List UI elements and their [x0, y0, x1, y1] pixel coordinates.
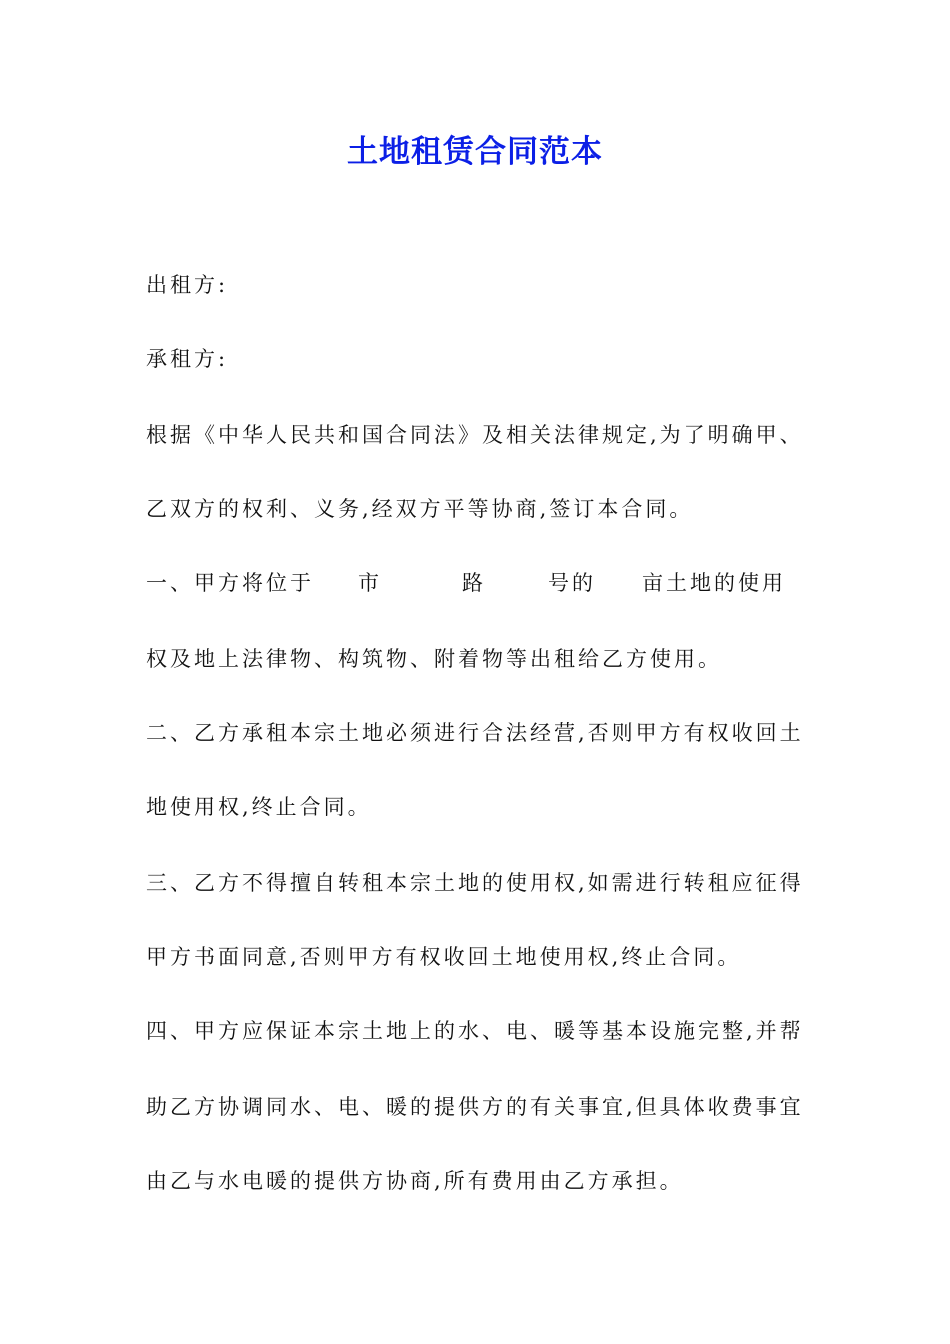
document-title: 土地租赁合同范本 [347, 134, 603, 170]
intro-line-1: 根据《中华人民共和国合同法》及相关法律规定,为了明确甲、 [146, 423, 804, 447]
clause-1-part-2: 市 [358, 571, 382, 595]
lessor-label: 出租方: [146, 273, 229, 297]
clause-1-part-3: 路 [462, 571, 486, 595]
clause-1-line-1 [146, 568, 786, 598]
clause-1-line-2: 权及地上法律物、构筑物、附着物等出租给乙方使用。 [146, 647, 722, 671]
clause-4-line-3: 由乙与水电暖的提供方协商,所有费用由乙方承担。 [146, 1169, 684, 1193]
clause-2-line-1: 二、乙方承租本宗土地必须进行合法经营,否则甲方有权收回土 [146, 721, 804, 745]
clause-1-part-1: 一、甲方将位于 [146, 571, 314, 595]
clause-1-part-5: 亩土地的使用 [642, 571, 786, 595]
clause-2-line-2: 地使用权,终止合同。 [146, 795, 372, 819]
clause-3-line-1: 三、乙方不得擅自转租本宗土地的使用权,如需进行转租应征得 [146, 871, 804, 895]
lessee-label: 承租方: [146, 347, 229, 371]
intro-line-2: 乙双方的权利、义务,经双方平等协商,签订本合同。 [146, 497, 694, 521]
clause-1-part-4: 号的 [548, 571, 596, 595]
clause-4-line-1: 四、甲方应保证本宗土地上的水、电、暖等基本设施完整,并帮 [146, 1019, 804, 1043]
clause-4-line-2: 助乙方协调同水、电、暖的提供方的有关事宜,但具体收费事宜 [146, 1095, 804, 1119]
clause-3-line-2: 甲方书面同意,否则甲方有权收回土地使用权,终止合同。 [146, 945, 742, 969]
